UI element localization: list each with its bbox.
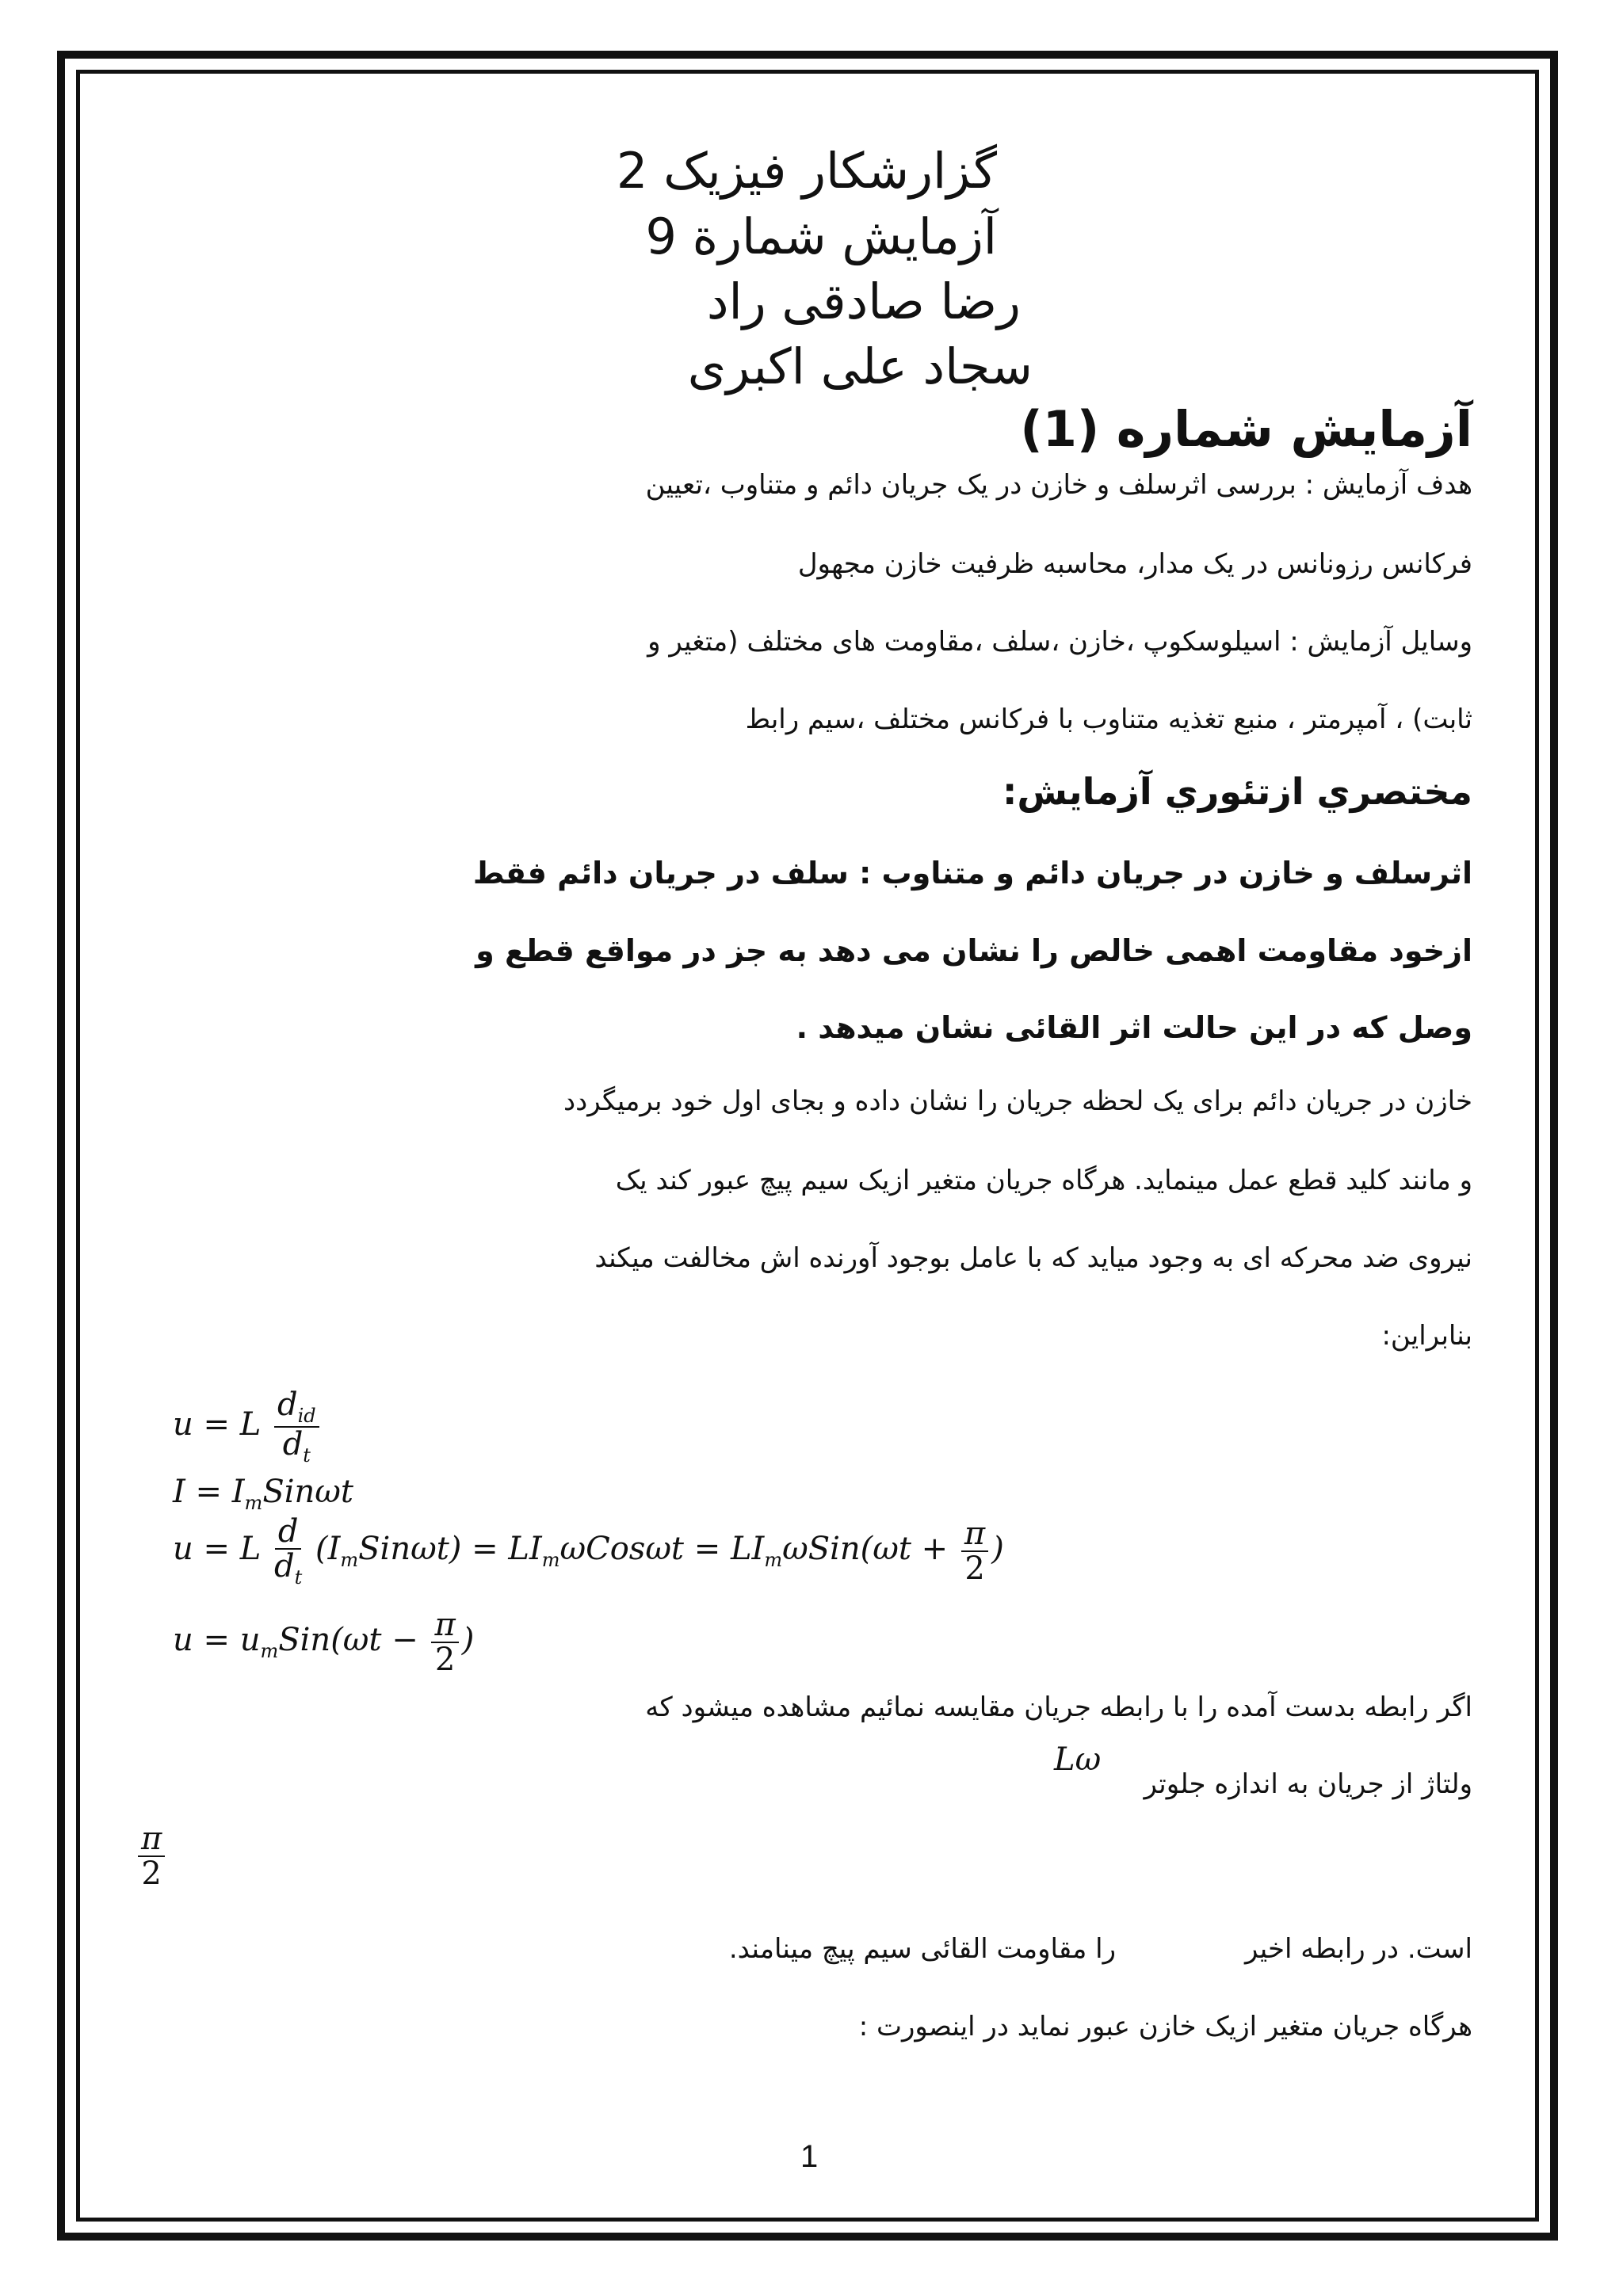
equipment-line-1: وسایل آزمایش : اسیلوسکوپ ،خازن ،سلف ،مقاومت های مختلف (متغیر و — [647, 626, 1472, 658]
paragraph-2-line-3: نیروی ضد محرکه ای به وجود میاید که با عامل بوجود آورنده اش مخالفت میکند — [594, 1242, 1472, 1274]
objective-line-1: هدف آزمایش : بررسی اثرسلف و خازن در یک جریان دائم و متناوب ،تعیین — [645, 469, 1472, 501]
page-number: 1 — [800, 2139, 819, 2174]
bold-paragraph-line-2: ازخود مقاومت اهمی خالص را نشان می دهد به جز در مواقع قطع و — [475, 933, 1472, 968]
paragraph-3-line-4: هرگاه جریان متغیر ازیک خازن عبور نماید در اینصورت : — [858, 2011, 1472, 2042]
paragraph-2-line-4: بنابراین: — [1381, 1320, 1472, 1352]
paragraph-2-line-2: و مانند کلید قطع عمل مینماید. هرگاه جریان متغیر ازیک سیم پیچ عبور کند یک — [615, 1165, 1472, 1196]
paragraph-2-line-1: خازن در جریان دائم برای یک لحظه جریان را نشان داده و بجای اول خود برمیگردد — [563, 1085, 1472, 1117]
paragraph-3-line-3a: است. در رابطه اخیر — [1244, 1933, 1472, 1965]
paragraph-3-line-2: ولتاژ از جریان به اندازه جلوتر — [1144, 1768, 1472, 1800]
report-title: گزارشکار فیزیک 2 — [616, 142, 997, 200]
author-name-2: سجاد علی اکبری — [687, 338, 1033, 395]
paragraph-3-line-1: اگر رابطه بدست آمده را با رابطه جریان مقایسه نمائیم مشاهده میشود که — [645, 1691, 1472, 1723]
experiment-number: آزمایش شمارة 9 — [645, 208, 997, 265]
equipment-line-2: ثابت) ، آمپرمتر ، منبع تغذیه متناوب با فرکانس مختلف ،سیم رابط — [745, 704, 1472, 735]
author-name-1: رضا صادقی راد — [706, 273, 1021, 330]
l-omega-symbol: Lω — [1054, 1741, 1102, 1778]
equation-4: $u = u_mSin(\omega t$ − $\frac{\pi}{2}$ ) — [173, 1607, 475, 1678]
section-heading: آزمایش شماره (1) — [1020, 400, 1472, 458]
equation-1: u = L $\frac{d_{id}}{d_t}$ — [173, 1388, 323, 1466]
bold-paragraph-line-1: اثرسلف و خازن در جریان دائم و متناوب : سلف در جریان دائم فقط — [472, 856, 1472, 891]
bold-paragraph-line-3: وصل که در این حالت اثر القائی نشان میدهد . — [796, 1010, 1472, 1045]
pi-over-two: $\frac{\pi}{2}$ — [135, 1822, 168, 1890]
objective-line-2: فرکانس رزونانس در یک مدار، محاسبه ظرفیت خازن مجهول — [797, 548, 1472, 580]
theory-heading: مختصري ازتئوري آزمایش: — [1002, 770, 1472, 813]
equation-3: u = L $\frac{d}{d_t}$ $(I_mSin\omega t) = LI_m\omega Cos\omega t = LI_m\omega Sin(\omega t$ + $\frac{\pi}{2}$ ) — [173, 1513, 1004, 1589]
equation-2: $I = I_mSin\omega t$ — [173, 1474, 353, 1514]
paragraph-3-line-3b: را مقاومت القائی سیم پیچ مینامند. — [728, 1933, 1116, 1965]
